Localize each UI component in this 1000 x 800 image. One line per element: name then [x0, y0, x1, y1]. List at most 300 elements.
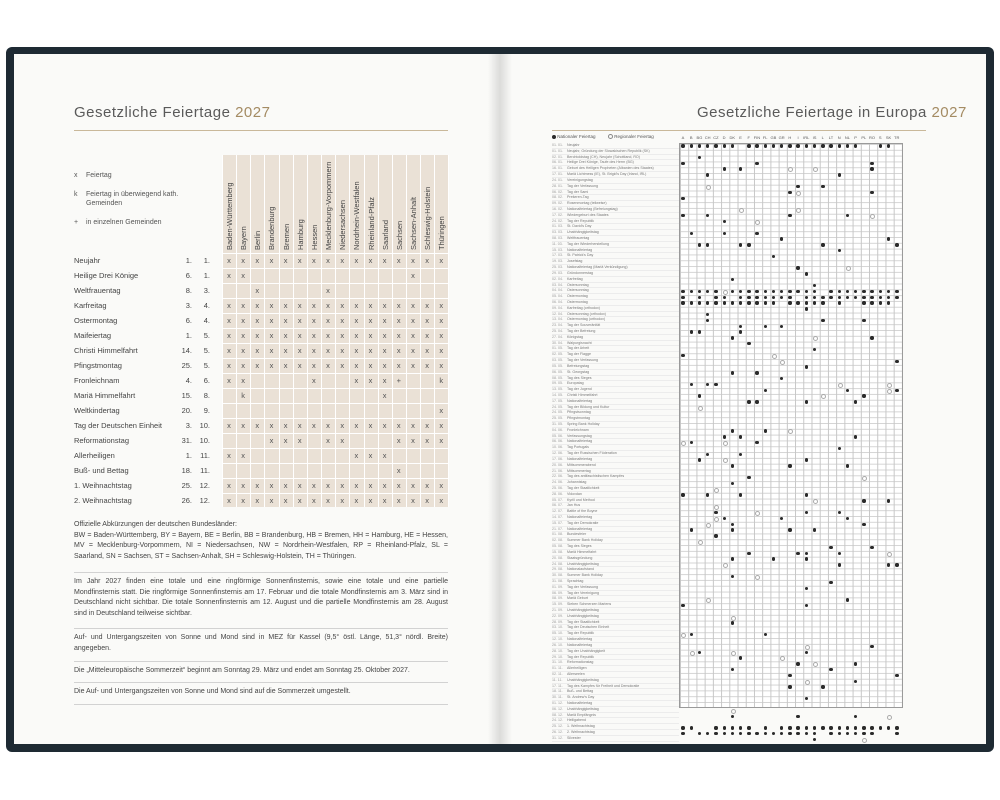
europe-row-date: 01. 09. — [552, 584, 563, 589]
europe-row-date: 17. 02. — [552, 212, 563, 217]
holiday-date — [172, 346, 214, 355]
holiday-mark: x — [368, 376, 373, 385]
europe-row-name: Buß- und Bettag — [567, 689, 594, 694]
europe-row-name: Pfingstsonntag — [567, 410, 591, 415]
holiday-mark: x — [326, 436, 330, 445]
national-holiday-dot — [862, 301, 865, 304]
legend-text: Feiertag in überwiegend kath. Gemeinden — [86, 191, 179, 207]
national-holiday-dot — [739, 726, 742, 729]
holiday-mark: x — [439, 361, 444, 370]
europe-row-name: Heiligabend — [567, 718, 586, 723]
national-holiday-dot — [690, 144, 693, 147]
europe-row-name: Nationalfeiertag (Mariä Verkündigung) — [567, 265, 628, 270]
holiday-mark: x — [326, 361, 330, 370]
national-holiday-dot — [747, 552, 750, 555]
europe-row-name: St. Patrick's Day — [567, 253, 594, 258]
table-row-divider — [222, 448, 448, 449]
europe-row-date: 14. 05. — [552, 392, 563, 397]
national-holiday-dot — [747, 243, 750, 246]
national-holiday-dot — [838, 296, 841, 299]
national-holiday-dot — [887, 563, 890, 566]
regional-holiday-dot — [731, 709, 736, 714]
holiday-day: 8. — [185, 286, 192, 295]
holiday-mark: x — [396, 421, 401, 430]
europe-row-date: 09. 05. — [552, 381, 563, 386]
holiday-mark: x — [396, 316, 401, 325]
europe-row-date: 15. 07. — [552, 520, 563, 525]
europe-row-date: 11. 11. — [552, 677, 563, 682]
holiday-mark: x — [227, 421, 231, 430]
europe-row-name: Allerseelen — [567, 671, 585, 676]
europe-row-name: Sieben Schmerzen Mariens — [567, 602, 612, 607]
europe-row-date: 06. 02. — [552, 189, 563, 194]
national-holiday-dot — [714, 296, 717, 299]
europe-row-name: Ostersonntag — [567, 288, 589, 293]
national-holiday-dot — [772, 557, 775, 560]
national-holiday-dot — [813, 301, 816, 304]
holiday-day: 6. — [185, 271, 192, 280]
holiday-mark: x — [227, 451, 231, 460]
country-code: NL — [844, 135, 850, 140]
regional-holiday-dot — [838, 383, 843, 388]
national-holiday-dot — [747, 726, 750, 729]
europe-row-date: 05. 07. — [552, 497, 563, 502]
hollow-dot-icon — [608, 134, 613, 139]
national-holiday-dot — [764, 144, 767, 147]
table-row-divider — [222, 433, 448, 434]
national-holiday-dot — [788, 726, 791, 729]
national-holiday-dot — [764, 296, 767, 299]
europe-row-name: Silvester — [567, 735, 581, 740]
national-holiday-dot — [723, 232, 726, 235]
holiday-mark: x — [312, 421, 316, 430]
holiday-name: 2. Weihnachtstag — [74, 496, 132, 505]
separator — [74, 572, 448, 573]
national-holiday-dot — [813, 726, 816, 729]
national-holiday-dot — [838, 726, 841, 729]
holiday-mark: x — [326, 346, 330, 355]
europe-row-name: Gründonnerstag — [567, 270, 593, 275]
regional-holiday-dot — [690, 651, 695, 656]
europe-row-name: Tag der Unabhängigkeit — [567, 648, 605, 653]
national-holiday-dot — [805, 552, 808, 555]
holiday-mark: x — [255, 496, 260, 505]
national-holiday-dot — [731, 523, 734, 526]
europe-row-name: Jan Hus — [567, 503, 581, 508]
holiday-mark: x — [312, 346, 316, 355]
table-row-divider — [222, 328, 448, 329]
europe-row-name: Unabhängigkeitstag — [567, 608, 599, 612]
national-holiday-dot — [895, 360, 898, 363]
national-holiday-dot — [821, 144, 824, 147]
holiday-mark: x — [382, 481, 387, 490]
europe-row-name: Ostermontag (orthodox) — [567, 317, 606, 322]
regional-holiday-dot — [714, 488, 719, 493]
national-holiday-dot — [690, 330, 693, 333]
right-title-text: Gesetzliche Feiertage in Europa — [697, 104, 927, 121]
national-holiday-dot — [755, 232, 758, 235]
europe-row-name: Europatag — [567, 381, 584, 386]
holiday-mark: x — [368, 496, 373, 505]
national-holiday-dot — [887, 237, 890, 240]
holiday-mark: x — [411, 271, 415, 280]
national-holiday-dot — [829, 290, 832, 293]
national-holiday-dot — [747, 476, 750, 479]
national-holiday-dot — [698, 144, 701, 147]
national-holiday-dot — [731, 144, 734, 147]
holiday-mark: x — [312, 361, 316, 370]
holiday-mark: x — [227, 361, 231, 370]
europe-row-name: Mariä Empfängnis — [567, 712, 596, 717]
holiday-date — [172, 436, 214, 445]
holiday-mark: x — [297, 331, 302, 340]
holiday-mark: x — [382, 331, 387, 340]
national-holiday-dot — [747, 301, 750, 304]
national-holiday-dot — [747, 290, 750, 293]
country-code: D — [722, 135, 726, 140]
holiday-mark: x — [241, 361, 246, 370]
europe-row-date: 24. 02. — [552, 218, 563, 223]
europe-row-name: Unabhängigkeitstag — [567, 613, 599, 618]
national-holiday-dot — [895, 674, 898, 677]
europe-row-name: Reformationstag — [567, 660, 594, 665]
holiday-mark: x — [340, 256, 345, 265]
holiday-mark: x — [227, 301, 231, 310]
holiday-day: 25. — [181, 361, 192, 370]
europe-row-name: Neujahr, Gründung der Slowakischen Republik (SK) — [567, 148, 650, 153]
holiday-mark: x — [326, 331, 330, 340]
regional-holiday-dot — [723, 290, 728, 295]
holiday-name: Christi Himmelfahrt — [74, 346, 138, 355]
table-row-divider — [222, 403, 448, 404]
europe-row-date: 23. 04. — [552, 323, 563, 328]
europe-row-date: 24. 05. — [552, 404, 563, 409]
holiday-mark: x — [241, 271, 246, 280]
europe-row-name: Christi Himmelfahrt — [567, 392, 598, 397]
holiday-mark: x — [297, 421, 302, 430]
national-holiday-dot — [870, 336, 873, 339]
holiday-mark: x — [241, 301, 246, 310]
national-holiday-dot — [821, 185, 824, 188]
national-holiday-dot — [879, 144, 882, 147]
holiday-mark: x — [354, 331, 359, 340]
holiday-mark: x — [411, 481, 415, 490]
europe-row-date: 01. 01. — [552, 148, 563, 153]
europe-row-name: Tag der Wiederherstellung — [567, 241, 609, 246]
europe-row-name: Nationalfeiertag — [567, 526, 593, 531]
europe-row-name: Nationalfeiertag — [567, 701, 593, 705]
national-holiday-dot — [805, 400, 808, 403]
national-holiday-dot — [755, 301, 758, 304]
country-code: GB — [770, 135, 777, 140]
europe-row-name: Vidovdan — [567, 491, 582, 496]
regional-holiday-dot — [772, 354, 777, 359]
holiday-mark: x — [382, 496, 387, 505]
europe-row-date: 16. 02. — [552, 206, 563, 211]
europe-row-name: Spring Bank Holiday — [567, 422, 600, 426]
national-holiday-dot — [895, 726, 898, 729]
national-holiday-dot — [681, 493, 684, 496]
europe-row-date: 05. 10. — [552, 631, 563, 636]
holiday-mark: x — [425, 316, 429, 325]
holiday-mark: x — [340, 331, 345, 340]
europe-row-name: Rosenmontag (teilweise) — [567, 201, 607, 206]
holiday-mark: x — [297, 301, 302, 310]
holiday-name: Karfreitag — [74, 301, 107, 310]
holiday-month: 12. — [199, 496, 210, 505]
separator — [74, 628, 448, 629]
europe-row-date: 25. 05. — [552, 416, 563, 421]
national-holiday-dot — [690, 301, 693, 304]
national-holiday-dot — [895, 732, 898, 735]
europe-row-date: 24. 08. — [552, 561, 563, 566]
europe-row-name: Mariä Geburt — [567, 596, 588, 601]
national-holiday-dot — [805, 557, 808, 560]
national-holiday-dot — [681, 296, 684, 299]
europe-row-name: Nationalaufstand — [567, 567, 594, 572]
national-holiday-dot — [895, 563, 898, 566]
holiday-mark: x — [411, 361, 415, 370]
europe-row-date: 30. 08. — [552, 573, 563, 578]
holiday-name: Ostermontag — [74, 316, 118, 325]
national-holiday-dot — [788, 144, 791, 147]
country-code: BG — [696, 135, 703, 140]
holiday-mark: x — [255, 316, 260, 325]
holiday-date — [172, 391, 214, 400]
europe-row-date: 25. 03. — [552, 265, 563, 270]
holiday-mark: x — [297, 256, 302, 265]
holiday-mark: x — [382, 316, 387, 325]
national-holiday-dot — [772, 301, 775, 304]
europe-row-date: 02. 05. — [552, 352, 563, 357]
holiday-mark: x — [396, 256, 401, 265]
sunmoon-text: Auf- und Untergangszeiten von Sonne und Mond sind in MEZ für Kassel (9,5° östl. Länge, 51,3° nördl. Breite) angegeben. — [74, 634, 448, 652]
table-row-divider — [222, 463, 448, 464]
national-holiday-dot — [805, 301, 808, 304]
key-national — [552, 134, 596, 139]
holiday-mark: x — [439, 316, 444, 325]
europe-row-date: 01. 01. — [552, 143, 563, 147]
national-holiday-dot — [805, 144, 808, 147]
europe-row-date: 13. 04. — [552, 317, 563, 322]
national-holiday-dot — [731, 464, 734, 467]
holiday-mark: k — [241, 391, 246, 400]
table-row-divider — [222, 268, 448, 269]
national-holiday-dot — [821, 726, 824, 729]
europe-row-date: 11. 03. — [552, 241, 563, 246]
national-holiday-dot — [821, 243, 824, 246]
regional-holiday-dot — [706, 523, 711, 528]
holiday-mark: x — [382, 421, 387, 430]
europe-row-date: 31. 05. — [552, 422, 563, 426]
holiday-mark: x — [269, 421, 274, 430]
europe-row-date: 03. 10. — [552, 625, 563, 630]
holiday-mark: x — [425, 256, 429, 265]
europe-row-date: 25. 06. — [552, 485, 563, 490]
holiday-mark: x — [439, 301, 444, 310]
national-holiday-dot — [681, 726, 684, 729]
europe-row-date: 12. 06. — [552, 451, 563, 456]
national-holiday-dot — [714, 290, 717, 293]
regional-holiday-dot — [805, 680, 810, 685]
national-holiday-dot — [821, 296, 824, 299]
holiday-name: Pfingstmontag — [74, 361, 122, 370]
holiday-day: 1. — [185, 451, 192, 460]
national-holiday-dot — [796, 144, 799, 147]
holiday-mark: x — [396, 361, 401, 370]
national-holiday-dot — [755, 400, 758, 403]
national-holiday-dot — [739, 243, 742, 246]
europe-row-name: Karfreitag — [567, 276, 583, 281]
regional-holiday-dot — [780, 360, 785, 365]
holiday-mark: x — [326, 301, 330, 310]
national-holiday-dot — [846, 726, 849, 729]
holiday-name: Heilige Drei Könige — [74, 271, 139, 280]
national-holiday-dot — [870, 645, 873, 648]
country-code: B — [689, 135, 693, 140]
holiday-mark: x — [368, 361, 373, 370]
holiday-mark: x — [411, 256, 415, 265]
state-header: Thüringen — [437, 216, 447, 250]
national-holiday-dot — [805, 493, 808, 496]
holiday-mark: x — [269, 301, 274, 310]
europe-row-date: 10. 06. — [552, 445, 563, 450]
europe-row-name: Nationalfeiertag — [567, 247, 593, 252]
holiday-mark: x — [368, 316, 373, 325]
europe-row-date: 06. 05. — [552, 369, 563, 374]
holiday-month: 8. — [203, 391, 210, 400]
europe-row-date: 24. 01. — [552, 177, 563, 182]
national-holiday-dot — [870, 290, 873, 293]
holiday-mark: x — [227, 376, 231, 385]
holiday-mark: x — [241, 316, 246, 325]
national-holiday-dot — [870, 301, 873, 304]
holiday-mark: x — [283, 316, 288, 325]
europe-row-date: 15. 03. — [552, 247, 563, 252]
national-holiday-dot — [895, 243, 898, 246]
national-holiday-dot — [714, 383, 717, 386]
europe-row-date: 06. 06. — [552, 439, 563, 444]
national-holiday-dot — [862, 523, 865, 526]
summertime-note: Die Auf- und Untergangszeiten von Sonne und Mond sind auf die Sommerzeit umgestellt. — [74, 688, 351, 695]
europe-row-name: Unabhängigkeitstag — [567, 706, 599, 711]
holiday-mark: x — [312, 256, 316, 265]
europe-row-date: 06. 09. — [552, 590, 563, 595]
country-code: CH — [704, 135, 711, 140]
legend-symbol: + — [74, 219, 79, 226]
europe-row-name: Nationalfeiertag — [567, 637, 593, 642]
europe-row-name: Prešeren-Tag — [567, 195, 589, 200]
holiday-mark: x — [326, 286, 330, 295]
national-holiday-dot — [829, 296, 832, 299]
national-holiday-dot — [764, 726, 767, 729]
holiday-mark: x — [340, 346, 345, 355]
europe-row-name: Heilige Drei Könige, Taufe des Herrn (BG) — [567, 160, 634, 165]
table-column-divider — [448, 155, 449, 507]
holiday-mark: x — [439, 436, 444, 445]
europe-row-date: 20. 08. — [552, 555, 563, 560]
europe-row-date: 03. 04. — [552, 282, 563, 287]
europe-row-name: Ostersonntag (orthodox) — [567, 311, 606, 316]
national-holiday-dot — [862, 296, 865, 299]
holiday-name: Buß- und Bettag — [74, 466, 129, 475]
national-holiday-dot — [829, 581, 832, 584]
eclipse-text: Im Jahr 2027 finden eine totale und eine ringförmige Sonnenfinsternis, sowie eine totale und eine partielle Mondfinsternis statt. Die ringförmige Sonnenfinsternis am 17. Februar und die totale Mondfinsternis am 3. März sind in Deutschland nicht sichtbar. Die totale Sonnenfinsternis am 12. August und die partielle Mondfinsternis am 28. August sind in Deutschland teilweise sichtbar. — [74, 578, 448, 617]
europe-row-date: 31. 08. — [552, 578, 563, 583]
national-holiday-dot — [723, 167, 726, 170]
europe-row-name: Wiedergeburt des Staates — [567, 212, 609, 217]
national-holiday-dot — [755, 162, 758, 165]
national-holiday-dot — [698, 330, 701, 333]
country-code: DK — [729, 135, 736, 140]
holiday-mark: x — [411, 331, 415, 340]
holiday-name: Fronleichnam — [74, 376, 120, 385]
holiday-mark: x — [283, 361, 288, 370]
europe-row-date: 17. 11. — [552, 683, 563, 688]
key-regional-label: Regionaler Feiertag — [614, 134, 654, 139]
europe-row-name: Nationalfeiertag — [567, 439, 593, 444]
national-holiday-dot — [838, 301, 841, 304]
europe-row-date: 29. 08. — [552, 567, 563, 572]
holiday-name: Allerheiligen — [74, 451, 115, 460]
europe-row-name: Summer Bank Holiday — [567, 538, 603, 543]
europe-row-date: 13. 05. — [552, 387, 563, 392]
national-holiday-dot — [854, 662, 857, 665]
europe-row-date: 06. 07. — [552, 503, 563, 508]
europe-row-name: Tag der Verfassung — [567, 358, 598, 363]
national-holiday-dot — [846, 598, 849, 601]
holiday-mark: x — [241, 496, 246, 505]
europe-row-name: Bundesfeier — [567, 532, 587, 537]
europe-row-date: 04. 06. — [552, 427, 563, 432]
legend-item — [74, 190, 224, 208]
national-holiday-dot — [755, 290, 758, 293]
holiday-mark: x — [312, 496, 316, 505]
holiday-mark: x — [425, 421, 429, 430]
state-header: Niedersachsen — [338, 199, 348, 250]
holiday-mark: x — [439, 481, 444, 490]
right-title-rule — [552, 130, 926, 131]
europe-row-name: Tag der Jugend — [567, 387, 592, 392]
national-holiday-dot — [714, 534, 717, 537]
europe-row-date: 09. 02. — [552, 201, 563, 206]
national-holiday-dot — [805, 307, 808, 310]
holiday-mark: x — [439, 256, 444, 265]
europe-row-name: St. Andrew's Day — [567, 695, 595, 700]
holiday-mark: x — [411, 436, 415, 445]
regional-holiday-dot — [723, 563, 728, 568]
legend-symbol: k — [74, 191, 78, 198]
europe-row-date: 28. 06. — [552, 491, 563, 496]
europe-row-name: Tag der Russischen Föderation — [567, 451, 617, 456]
holiday-mark: x — [382, 346, 387, 355]
national-holiday-dot — [838, 563, 841, 566]
holiday-mark: x — [241, 331, 246, 340]
national-holiday-dot — [739, 435, 742, 438]
national-holiday-dot — [731, 336, 734, 339]
national-holiday-dot — [862, 394, 865, 397]
europe-row-date: 17. 06. — [552, 456, 563, 461]
holiday-day: 15. — [181, 391, 192, 400]
legend-text: Feiertag — [86, 172, 112, 179]
europe-row-name: Tag der Republik — [567, 218, 594, 223]
holiday-name: Neujahr — [74, 256, 101, 265]
holiday-mark: x — [354, 451, 359, 460]
holiday-mark: x — [269, 361, 274, 370]
national-holiday-dot — [731, 715, 734, 718]
holiday-mark: x — [255, 421, 260, 430]
country-code: TR — [894, 135, 900, 140]
